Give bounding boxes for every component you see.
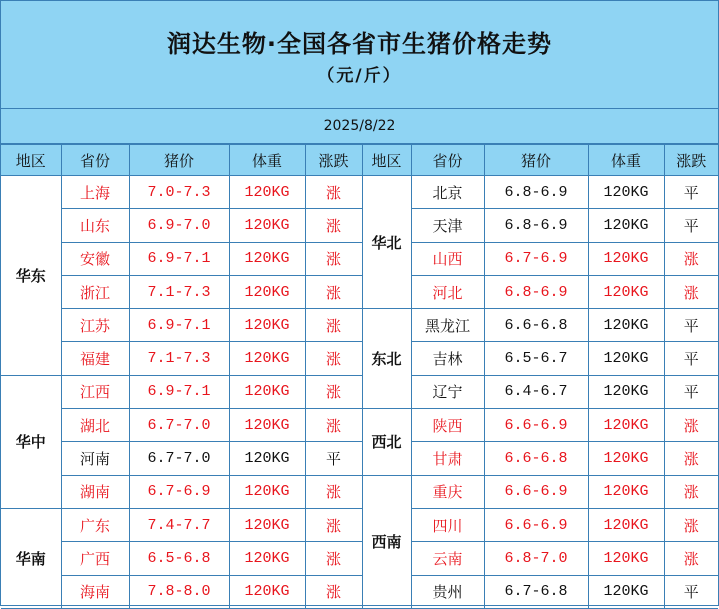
weight-cell: 120KG bbox=[588, 475, 664, 508]
table-body bbox=[1, 176, 718, 609]
table-row bbox=[1, 508, 718, 541]
change-cell: 涨 bbox=[664, 442, 718, 475]
change-cell: 涨 bbox=[305, 209, 362, 242]
region-cell: 华南 bbox=[1, 508, 61, 608]
table-row bbox=[1, 409, 718, 442]
province-cell: 广东 bbox=[61, 508, 129, 541]
change-cell: 涨 bbox=[305, 375, 362, 408]
change-cell: 涨 bbox=[664, 542, 718, 575]
table-row bbox=[1, 442, 718, 475]
change-cell: 涨 bbox=[305, 342, 362, 375]
price-cell: 6.4-6.7 bbox=[484, 375, 588, 408]
region-cell: 西北 bbox=[362, 409, 411, 476]
change-cell: 平 bbox=[305, 442, 362, 475]
col-header: 猪价 bbox=[484, 145, 588, 176]
change-cell: 平 bbox=[664, 309, 718, 342]
province-cell: 山西 bbox=[411, 242, 484, 275]
weight-cell: 120KG bbox=[229, 342, 305, 375]
province-cell: 甘肃 bbox=[411, 442, 484, 475]
province-cell: 福建 bbox=[61, 342, 129, 375]
change-cell: 涨 bbox=[664, 275, 718, 308]
weight-cell: 120KG bbox=[229, 176, 305, 209]
weight-cell: 120KG bbox=[588, 242, 664, 275]
province-cell: 贵州 bbox=[411, 575, 484, 608]
change-cell: 涨 bbox=[305, 409, 362, 442]
weight-cell: 120KG bbox=[229, 209, 305, 242]
price-cell: 6.7-7.0 bbox=[129, 442, 229, 475]
price-cell: 6.7-6.9 bbox=[484, 242, 588, 275]
price-cell: 6.6-6.9 bbox=[484, 508, 588, 541]
col-header: 涨跌 bbox=[664, 145, 718, 176]
change-cell: 平 bbox=[664, 342, 718, 375]
change-cell: 涨 bbox=[664, 475, 718, 508]
weight-cell: 120KG bbox=[229, 442, 305, 475]
table-header-row bbox=[1, 145, 718, 176]
price-cell: 7.0-7.3 bbox=[129, 176, 229, 209]
weight-cell: 120KG bbox=[229, 275, 305, 308]
province-cell: 江苏 bbox=[61, 309, 129, 342]
province-cell: 湖北 bbox=[61, 409, 129, 442]
province-cell: 天津 bbox=[411, 209, 484, 242]
price-cell: 7.8-8.0 bbox=[129, 575, 229, 608]
price-cell: 6.7-6.8 bbox=[484, 575, 588, 608]
province-cell: 陕西 bbox=[411, 409, 484, 442]
province-cell: 海南 bbox=[61, 575, 129, 608]
change-cell: 涨 bbox=[305, 575, 362, 608]
table-row bbox=[1, 309, 718, 342]
weight-cell: 120KG bbox=[229, 508, 305, 541]
price-cell: 6.6-6.8 bbox=[484, 309, 588, 342]
price-cell: 6.6-6.9 bbox=[484, 409, 588, 442]
change-cell: 涨 bbox=[305, 309, 362, 342]
weight-cell: 120KG bbox=[588, 209, 664, 242]
price-cell: 6.6-6.8 bbox=[484, 442, 588, 475]
weight-cell: 120KG bbox=[588, 542, 664, 575]
price-cell: 6.8-7.0 bbox=[484, 542, 588, 575]
weight-cell: 120KG bbox=[588, 275, 664, 308]
change-cell: 平 bbox=[664, 375, 718, 408]
weight-cell: 120KG bbox=[588, 575, 664, 608]
price-cell: 6.5-6.8 bbox=[129, 542, 229, 575]
province-cell: 北京 bbox=[411, 176, 484, 209]
price-cell: 7.1-7.3 bbox=[129, 275, 229, 308]
table-row bbox=[1, 575, 718, 608]
weight-cell: 120KG bbox=[588, 442, 664, 475]
report-date: 2025/8/22 bbox=[1, 109, 718, 144]
weight-cell: 120KG bbox=[588, 375, 664, 408]
change-cell: 平 bbox=[664, 176, 718, 209]
change-cell: 涨 bbox=[305, 275, 362, 308]
col-header: 涨跌 bbox=[305, 145, 362, 176]
price-cell: 7.4-7.7 bbox=[129, 508, 229, 541]
table-row bbox=[1, 176, 718, 209]
price-cell: 6.8-6.9 bbox=[484, 275, 588, 308]
price-table bbox=[1, 144, 718, 609]
price-cell: 6.7-6.9 bbox=[129, 475, 229, 508]
weight-cell: 120KG bbox=[229, 542, 305, 575]
price-cell: 6.9-7.0 bbox=[129, 209, 229, 242]
table-row bbox=[1, 275, 718, 308]
price-cell: 6.7-7.0 bbox=[129, 409, 229, 442]
province-cell: 广西 bbox=[61, 542, 129, 575]
weight-cell: 120KG bbox=[588, 176, 664, 209]
price-cell: 6.9-7.1 bbox=[129, 242, 229, 275]
change-cell: 涨 bbox=[664, 409, 718, 442]
province-cell: 云南 bbox=[411, 542, 484, 575]
price-cell: 7.1-7.3 bbox=[129, 342, 229, 375]
province-cell: 上海 bbox=[61, 176, 129, 209]
province-cell: 湖南 bbox=[61, 475, 129, 508]
col-header: 体重 bbox=[229, 145, 305, 176]
col-header: 体重 bbox=[588, 145, 664, 176]
region-cell: 东北 bbox=[362, 309, 411, 409]
col-header: 地区 bbox=[1, 145, 61, 176]
weight-cell: 120KG bbox=[229, 242, 305, 275]
change-cell: 涨 bbox=[305, 508, 362, 541]
change-cell: 涨 bbox=[664, 242, 718, 275]
province-cell: 辽宁 bbox=[411, 375, 484, 408]
report-header bbox=[1, 1, 718, 109]
col-header: 地区 bbox=[362, 145, 411, 176]
province-cell: 河北 bbox=[411, 275, 484, 308]
change-cell: 涨 bbox=[305, 475, 362, 508]
table-row bbox=[1, 375, 718, 408]
table-row bbox=[1, 242, 718, 275]
col-header: 省份 bbox=[61, 145, 129, 176]
price-cell: 6.9-7.1 bbox=[129, 309, 229, 342]
change-cell: 涨 bbox=[664, 508, 718, 541]
price-cell: 6.6-6.9 bbox=[484, 475, 588, 508]
change-cell: 涨 bbox=[305, 176, 362, 209]
price-cell: 6.9-7.1 bbox=[129, 375, 229, 408]
weight-cell: 120KG bbox=[229, 575, 305, 608]
table-row bbox=[1, 475, 718, 508]
table-row bbox=[1, 342, 718, 375]
weight-cell: 120KG bbox=[588, 309, 664, 342]
province-cell: 山东 bbox=[61, 209, 129, 242]
region-cell: 华中 bbox=[1, 375, 61, 508]
price-cell: 6.8-6.9 bbox=[484, 176, 588, 209]
province-cell: 浙江 bbox=[61, 275, 129, 308]
province-cell: 吉林 bbox=[411, 342, 484, 375]
weight-cell: 120KG bbox=[588, 409, 664, 442]
change-cell: 涨 bbox=[305, 242, 362, 275]
weight-cell: 120KG bbox=[229, 309, 305, 342]
province-cell: 四川 bbox=[411, 508, 484, 541]
weight-cell: 120KG bbox=[229, 475, 305, 508]
col-header: 省份 bbox=[411, 145, 484, 176]
table-row bbox=[1, 542, 718, 575]
weight-cell: 120KG bbox=[588, 508, 664, 541]
weight-cell: 120KG bbox=[229, 409, 305, 442]
province-cell: 重庆 bbox=[411, 475, 484, 508]
province-cell: 黑龙江 bbox=[411, 309, 484, 342]
change-cell: 平 bbox=[664, 575, 718, 608]
price-cell: 6.8-6.9 bbox=[484, 209, 588, 242]
region-cell: 华北 bbox=[362, 176, 411, 309]
province-cell: 安徽 bbox=[61, 242, 129, 275]
region-cell: 西南 bbox=[362, 475, 411, 608]
region-cell: 华东 bbox=[1, 176, 61, 376]
change-cell: 平 bbox=[664, 209, 718, 242]
change-cell: 涨 bbox=[305, 542, 362, 575]
price-unit: （元/斤） bbox=[317, 66, 402, 86]
price-cell: 6.5-6.7 bbox=[484, 342, 588, 375]
weight-cell: 120KG bbox=[588, 342, 664, 375]
table-row bbox=[1, 209, 718, 242]
province-cell: 江西 bbox=[61, 375, 129, 408]
report-title: 润达生物·全国各省市生猪价格走势 bbox=[166, 30, 553, 58]
weight-cell: 120KG bbox=[229, 375, 305, 408]
province-cell: 河南 bbox=[61, 442, 129, 475]
col-header: 猪价 bbox=[129, 145, 229, 176]
